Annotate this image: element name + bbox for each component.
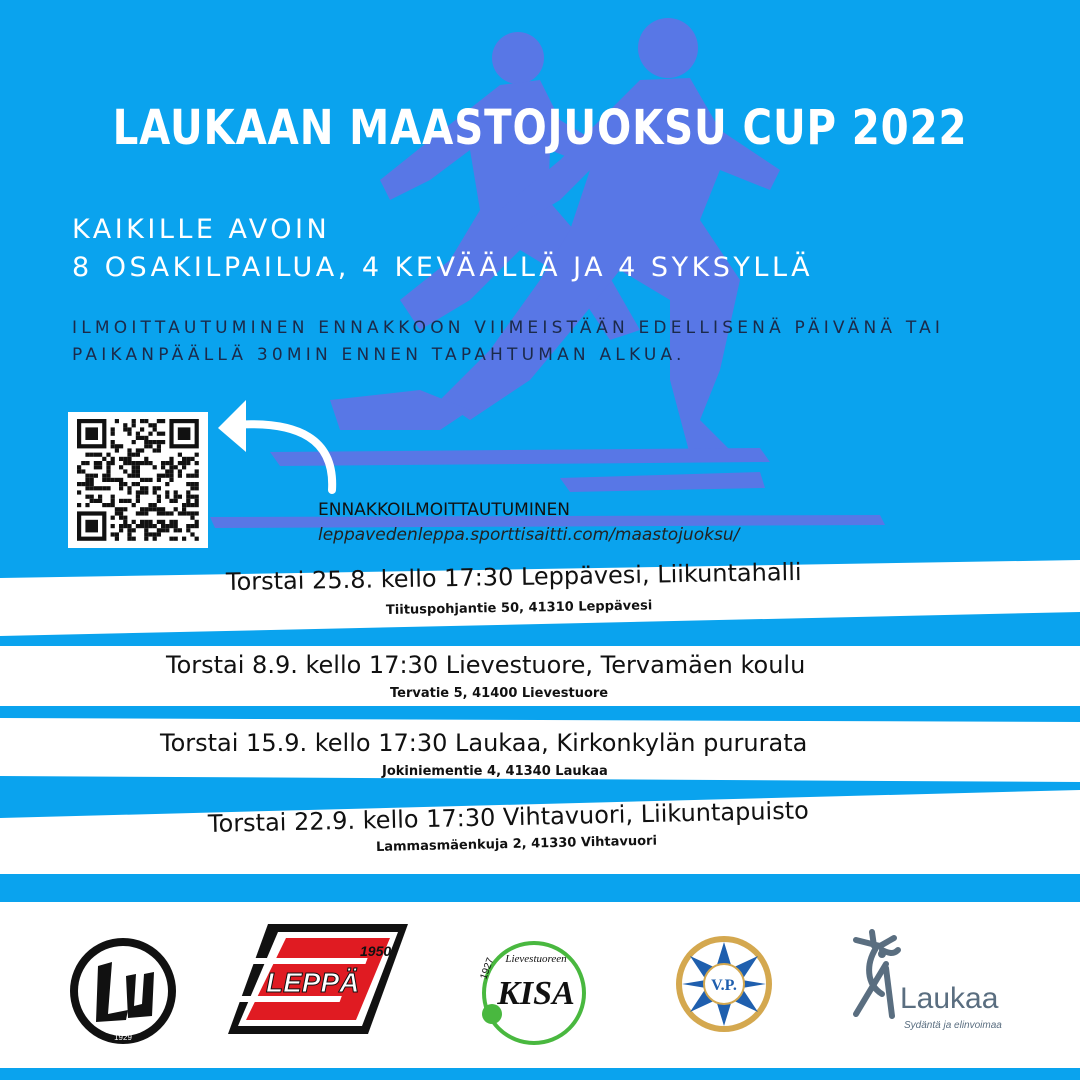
page-title: LAUKAAN MAASTOJUOKSU CUP 2022	[112, 100, 968, 156]
laukaa-municipality-logo	[846, 924, 1026, 1044]
lu-year: 1929	[114, 1033, 132, 1042]
event-2-address: Tervatie 5, 41400 Lievestuore	[390, 686, 609, 701]
event-3-title: Torstai 15.9. kello 17:30 Laukaa, Kirkonkylän pururata	[160, 729, 808, 757]
lu-club-logo	[68, 936, 178, 1046]
qr-code-icon	[68, 412, 208, 548]
moose-icon	[856, 932, 898, 1016]
registration-url[interactable]: leppavedenleppa.sporttisaitti.com/maastojuoksu/	[318, 525, 740, 545]
laukaa-tagline: Sydäntä ja elinvoimaa	[904, 1020, 1002, 1031]
kisa-top-text: Lievestuoreen	[505, 953, 567, 965]
kisa-name: KISA	[497, 975, 575, 1012]
event-1-address: Tiituspohjantie 50, 41310 Leppävesi	[385, 598, 653, 618]
event-2-title: Torstai 8.9. kello 17:30 Lievestuore, Tervamäen koulu	[166, 651, 806, 679]
kisa-year: 1927	[478, 956, 497, 982]
subtitle-line-1: KAIKILLE AVOIN	[72, 214, 331, 245]
leppa-name: LEPPÄ	[266, 967, 360, 998]
laukaa-name: Laukaa	[900, 982, 999, 1015]
registration-heading: ENNAKKOILMOITTAUTUMINEN	[318, 500, 571, 520]
subtitle-line-2: 8 OSAKILPAILUA, 4 KEVÄÄLLÄ JA 4 SYKSYLLÄ	[72, 252, 814, 283]
leppa-club-logo	[228, 924, 408, 1034]
event-1-title: Torstai 25.8. kello 17:30 Leppävesi, Liikuntahalli	[225, 557, 802, 596]
leppa-year: 1950	[360, 943, 392, 959]
sponsor-footer	[0, 902, 1080, 1068]
event-3-address: Jokiniementie 4, 41340 Laukaa	[382, 764, 608, 779]
kisa-club-logo	[474, 938, 594, 1048]
event-4-title: Torstai 22.9. kello 17:30 Vihtavuori, Liikuntapuisto	[207, 796, 810, 838]
info-line-2: PAIKANPÄÄLLÄ 30MIN ENNEN TAPAHTUMAN ALKUA.	[72, 345, 686, 365]
event-4-address: Lammasmäenkuja 2, 41330 Vihtavuori	[375, 833, 658, 855]
info-line-1: ILMOITTAUTUMINEN ENNAKKOON VIIMEISTÄÄN EDELLISENÄ PÄIVÄNÄ TAI	[72, 318, 945, 338]
qr-code[interactable]	[68, 412, 208, 548]
vp-club-logo	[674, 934, 774, 1034]
vp-name: V.P.	[711, 977, 737, 994]
